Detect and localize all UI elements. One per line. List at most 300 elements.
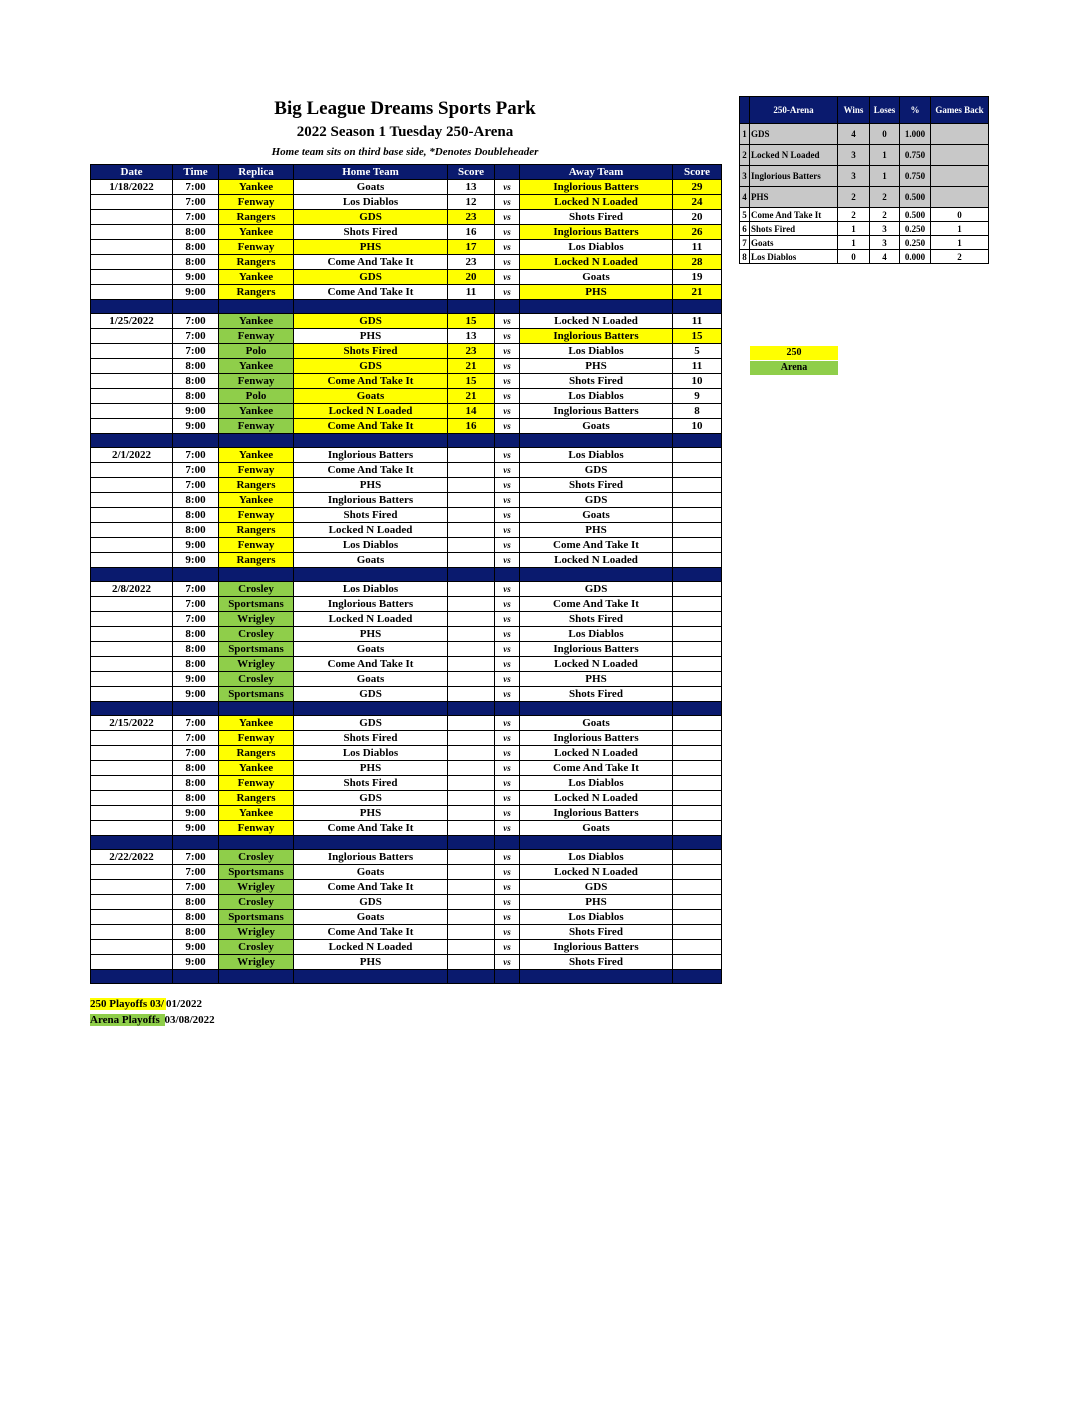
away-team: PHS <box>520 285 673 300</box>
away-score <box>673 687 722 702</box>
vs-label: vs <box>495 806 520 821</box>
game-field: Rangers <box>219 523 294 538</box>
game-date <box>91 508 173 523</box>
game-date: 2/8/2022 <box>91 582 173 597</box>
game-time: 7:00 <box>173 195 219 210</box>
game-time: 8:00 <box>173 642 219 657</box>
home-score <box>448 821 495 836</box>
home-team: GDS <box>294 895 448 910</box>
away-score <box>673 508 722 523</box>
home-score <box>448 746 495 761</box>
game-row <box>91 955 722 970</box>
col-header-away-score: Score <box>673 165 722 180</box>
standings-header-loses: Loses <box>870 97 900 124</box>
away-team: Los Diablos <box>520 910 673 925</box>
away-team: Shots Fired <box>520 612 673 627</box>
game-time: 7:00 <box>173 880 219 895</box>
playoffs-250-date: 01/2022 <box>165 998 203 1010</box>
away-team: Los Diablos <box>520 240 673 255</box>
away-team: Locked N Loaded <box>520 553 673 568</box>
separator-cell <box>294 434 448 448</box>
game-row <box>91 582 722 597</box>
standings-rank: 1 <box>740 124 750 145</box>
home-team: PHS <box>294 478 448 493</box>
standings-team: Shots Fired <box>750 222 838 236</box>
game-row <box>91 821 722 836</box>
separator-cell <box>673 434 722 448</box>
away-score: 11 <box>673 240 722 255</box>
vs-label: vs <box>495 329 520 344</box>
game-row <box>91 850 722 865</box>
home-score <box>448 597 495 612</box>
home-score <box>448 940 495 955</box>
away-score: 10 <box>673 374 722 389</box>
home-team: Come And Take It <box>294 255 448 270</box>
away-score <box>673 880 722 895</box>
week-separator <box>91 568 722 582</box>
away-team: Come And Take It <box>520 761 673 776</box>
home-score: 13 <box>448 329 495 344</box>
home-score <box>448 657 495 672</box>
game-field: Yankee <box>219 404 294 419</box>
home-score <box>448 791 495 806</box>
separator-cell <box>495 970 520 984</box>
game-field: Fenway <box>219 195 294 210</box>
game-row <box>91 731 722 746</box>
game-date <box>91 359 173 374</box>
standings-header-wins: Wins <box>838 97 870 124</box>
game-date <box>91 255 173 270</box>
vs-label: vs <box>495 687 520 702</box>
vs-label: vs <box>495 925 520 940</box>
col-header-away-team: Away Team <box>520 165 673 180</box>
separator-cell <box>448 702 495 716</box>
vs-label: vs <box>495 374 520 389</box>
game-time: 9:00 <box>173 940 219 955</box>
away-team: Goats <box>520 821 673 836</box>
game-time: 8:00 <box>173 776 219 791</box>
home-team: GDS <box>294 791 448 806</box>
game-row <box>91 478 722 493</box>
away-score <box>673 731 722 746</box>
game-date: 2/15/2022 <box>91 716 173 731</box>
standings-team: Goats <box>750 236 838 250</box>
standings-pct: 0.500 <box>900 208 931 222</box>
game-time: 7:00 <box>173 850 219 865</box>
away-team: PHS <box>520 672 673 687</box>
separator-cell <box>294 702 448 716</box>
game-time: 9:00 <box>173 955 219 970</box>
standings-team: GDS <box>750 124 838 145</box>
game-row <box>91 642 722 657</box>
standings-pct: 1.000 <box>900 124 931 145</box>
game-row <box>91 612 722 627</box>
home-team: Come And Take It <box>294 374 448 389</box>
away-score <box>673 523 722 538</box>
game-field: Sportsmans <box>219 687 294 702</box>
home-score <box>448 895 495 910</box>
vs-label: vs <box>495 627 520 642</box>
standings-wins: 1 <box>838 236 870 250</box>
game-date <box>91 553 173 568</box>
game-date <box>91 761 173 776</box>
vs-label: vs <box>495 657 520 672</box>
home-team: Goats <box>294 553 448 568</box>
game-date <box>91 806 173 821</box>
vs-label: vs <box>495 344 520 359</box>
game-time: 9:00 <box>173 404 219 419</box>
vs-label: vs <box>495 493 520 508</box>
standings-pct: 0.000 <box>900 250 931 264</box>
playoffs-arena <box>90 1013 215 1027</box>
game-time: 7:00 <box>173 731 219 746</box>
standings-games-back <box>931 145 989 166</box>
separator-cell <box>673 836 722 850</box>
separator-cell <box>673 702 722 716</box>
game-field: Yankee <box>219 806 294 821</box>
game-time: 9:00 <box>173 538 219 553</box>
vs-label: vs <box>495 865 520 880</box>
playoffs-arena-date: 03/08/2022 <box>164 1014 215 1026</box>
game-time: 9:00 <box>173 687 219 702</box>
game-field: Yankee <box>219 270 294 285</box>
game-date <box>91 791 173 806</box>
game-row <box>91 716 722 731</box>
home-team: Shots Fired <box>294 508 448 523</box>
game-time: 8:00 <box>173 508 219 523</box>
standings-header-row <box>740 97 989 124</box>
game-row <box>91 925 722 940</box>
vs-label: vs <box>495 582 520 597</box>
standings-loses: 3 <box>870 222 900 236</box>
home-team: PHS <box>294 761 448 776</box>
home-team: Shots Fired <box>294 731 448 746</box>
away-team: Locked N Loaded <box>520 314 673 329</box>
game-time: 8:00 <box>173 359 219 374</box>
home-team: GDS <box>294 716 448 731</box>
home-score: 16 <box>448 225 495 240</box>
away-team: Los Diablos <box>520 389 673 404</box>
home-team: Goats <box>294 642 448 657</box>
game-time: 8:00 <box>173 791 219 806</box>
standings-pct: 0.750 <box>900 145 931 166</box>
away-score <box>673 910 722 925</box>
vs-label: vs <box>495 240 520 255</box>
away-team: Inglorious Batters <box>520 731 673 746</box>
vs-label: vs <box>495 195 520 210</box>
separator-cell <box>91 836 173 850</box>
game-field: Fenway <box>219 731 294 746</box>
standings-games-back <box>931 187 989 208</box>
game-row <box>91 255 722 270</box>
standings-pct: 0.500 <box>900 187 931 208</box>
away-team: Inglorious Batters <box>520 329 673 344</box>
separator-cell <box>173 970 219 984</box>
game-field: Fenway <box>219 419 294 434</box>
away-score: 10 <box>673 419 722 434</box>
home-score <box>448 865 495 880</box>
standings-row <box>740 166 989 187</box>
away-team: Inglorious Batters <box>520 404 673 419</box>
game-time: 9:00 <box>173 672 219 687</box>
separator-cell <box>495 836 520 850</box>
home-team: Come And Take It <box>294 463 448 478</box>
away-score <box>673 761 722 776</box>
game-row <box>91 344 722 359</box>
standings-pct: 0.750 <box>900 166 931 187</box>
vs-label: vs <box>495 523 520 538</box>
away-team: Shots Fired <box>520 925 673 940</box>
game-date <box>91 344 173 359</box>
separator-cell <box>91 702 173 716</box>
page-note: Home team sits on third base side, *Denotes Doubleheader <box>271 146 539 158</box>
away-score <box>673 612 722 627</box>
home-score <box>448 776 495 791</box>
vs-label: vs <box>495 597 520 612</box>
separator-cell <box>448 300 495 314</box>
game-field: Fenway <box>219 508 294 523</box>
game-field: Rangers <box>219 791 294 806</box>
separator-cell <box>173 434 219 448</box>
away-team: Locked N Loaded <box>520 195 673 210</box>
game-row <box>91 240 722 255</box>
home-score <box>448 687 495 702</box>
standings-loses: 2 <box>870 187 900 208</box>
away-team: Shots Fired <box>520 374 673 389</box>
game-date <box>91 880 173 895</box>
schedule-header-row <box>91 165 722 180</box>
game-row <box>91 285 722 300</box>
away-score <box>673 821 722 836</box>
game-date <box>91 612 173 627</box>
game-time: 7:00 <box>173 344 219 359</box>
game-field: Rangers <box>219 478 294 493</box>
game-time: 8:00 <box>173 374 219 389</box>
separator-cell <box>294 300 448 314</box>
vs-label: vs <box>495 448 520 463</box>
game-field: Rangers <box>219 255 294 270</box>
col-header-time: Time <box>173 165 219 180</box>
away-team: Los Diablos <box>520 627 673 642</box>
game-row <box>91 806 722 821</box>
away-team: PHS <box>520 359 673 374</box>
game-row <box>91 940 722 955</box>
game-field: Wrigley <box>219 955 294 970</box>
standings-pct: 0.250 <box>900 236 931 250</box>
game-time: 9:00 <box>173 270 219 285</box>
game-field: Wrigley <box>219 880 294 895</box>
separator-cell <box>294 836 448 850</box>
game-row <box>91 538 722 553</box>
away-score <box>673 642 722 657</box>
game-field: Sportsmans <box>219 865 294 880</box>
week-separator <box>91 300 722 314</box>
game-field: Crosley <box>219 627 294 642</box>
game-time: 9:00 <box>173 419 219 434</box>
separator-cell <box>520 836 673 850</box>
separator-cell <box>173 568 219 582</box>
vs-label: vs <box>495 478 520 493</box>
game-field: Crosley <box>219 850 294 865</box>
away-team: Come And Take It <box>520 597 673 612</box>
home-score: 13 <box>448 180 495 195</box>
away-team: Los Diablos <box>520 776 673 791</box>
standings-rank: 5 <box>740 208 750 222</box>
game-field: Wrigley <box>219 657 294 672</box>
home-team: Locked N Loaded <box>294 404 448 419</box>
standings-row <box>740 145 989 166</box>
game-time: 7:00 <box>173 210 219 225</box>
game-row <box>91 180 722 195</box>
away-score <box>673 925 722 940</box>
home-score <box>448 716 495 731</box>
vs-label: vs <box>495 910 520 925</box>
game-time: 8:00 <box>173 493 219 508</box>
playoffs-arena-label: Arena Playoffs <box>90 1014 163 1026</box>
home-score: 12 <box>448 195 495 210</box>
home-team: GDS <box>294 359 448 374</box>
standings-rank: 6 <box>740 222 750 236</box>
standings-games-back: 1 <box>931 236 989 250</box>
home-team: Inglorious Batters <box>294 448 448 463</box>
game-time: 8:00 <box>173 389 219 404</box>
separator-cell <box>448 434 495 448</box>
vs-label: vs <box>495 716 520 731</box>
game-field: Polo <box>219 389 294 404</box>
away-score: 11 <box>673 314 722 329</box>
game-date <box>91 285 173 300</box>
home-team: Los Diablos <box>294 746 448 761</box>
game-date <box>91 597 173 612</box>
away-team: GDS <box>520 493 673 508</box>
home-team: Goats <box>294 672 448 687</box>
away-score <box>673 538 722 553</box>
game-time: 7:00 <box>173 314 219 329</box>
away-team: Los Diablos <box>520 344 673 359</box>
home-team: Los Diablos <box>294 582 448 597</box>
game-time: 8:00 <box>173 240 219 255</box>
home-score <box>448 880 495 895</box>
away-score <box>673 865 722 880</box>
game-field: Yankee <box>219 716 294 731</box>
separator-cell <box>219 702 294 716</box>
game-row <box>91 374 722 389</box>
separator-cell <box>495 702 520 716</box>
col-header-replica: Replica <box>219 165 294 180</box>
game-date <box>91 895 173 910</box>
game-field: Yankee <box>219 359 294 374</box>
game-date <box>91 642 173 657</box>
away-score <box>673 553 722 568</box>
col-header-home-team: Home Team <box>294 165 448 180</box>
standings-table <box>739 96 989 264</box>
home-score: 11 <box>448 285 495 300</box>
home-score: 20 <box>448 270 495 285</box>
standings-loses: 3 <box>870 236 900 250</box>
game-date: 1/18/2022 <box>91 180 173 195</box>
week-separator <box>91 702 722 716</box>
vs-label: vs <box>495 776 520 791</box>
away-score <box>673 850 722 865</box>
page-subtitle: 2022 Season 1 Tuesday 250-Arena <box>296 124 514 140</box>
away-team: Inglorious Batters <box>520 642 673 657</box>
separator-cell <box>219 300 294 314</box>
game-date <box>91 538 173 553</box>
away-score <box>673 463 722 478</box>
week-separator <box>91 836 722 850</box>
separator-cell <box>219 568 294 582</box>
standings-row <box>740 124 989 145</box>
home-team: GDS <box>294 210 448 225</box>
game-time: 9:00 <box>173 806 219 821</box>
game-date <box>91 240 173 255</box>
standings-wins: 2 <box>838 208 870 222</box>
standings-row <box>740 250 989 264</box>
separator-cell <box>495 300 520 314</box>
vs-label: vs <box>495 955 520 970</box>
game-row <box>91 329 722 344</box>
standings-games-back: 1 <box>931 222 989 236</box>
home-score <box>448 955 495 970</box>
home-score <box>448 761 495 776</box>
separator-cell <box>91 434 173 448</box>
away-team: PHS <box>520 523 673 538</box>
standings-games-back: 0 <box>931 208 989 222</box>
game-date <box>91 821 173 836</box>
separator-cell <box>520 300 673 314</box>
away-score <box>673 791 722 806</box>
away-team: Locked N Loaded <box>520 791 673 806</box>
home-team: Locked N Loaded <box>294 940 448 955</box>
game-time: 7:00 <box>173 865 219 880</box>
home-score <box>448 463 495 478</box>
home-score: 17 <box>448 240 495 255</box>
home-team: Inglorious Batters <box>294 597 448 612</box>
away-score: 21 <box>673 285 722 300</box>
game-date <box>91 195 173 210</box>
away-team: Goats <box>520 419 673 434</box>
vs-label: vs <box>495 210 520 225</box>
standings-loses: 0 <box>870 124 900 145</box>
away-team: Locked N Loaded <box>520 746 673 761</box>
separator-cell <box>173 702 219 716</box>
home-score: 23 <box>448 210 495 225</box>
game-time: 7:00 <box>173 746 219 761</box>
game-time: 8:00 <box>173 225 219 240</box>
game-time: 9:00 <box>173 821 219 836</box>
away-score: 24 <box>673 195 722 210</box>
col-header-home-score: Score <box>448 165 495 180</box>
vs-label: vs <box>495 463 520 478</box>
away-score: 29 <box>673 180 722 195</box>
separator-cell <box>173 836 219 850</box>
game-field: Crosley <box>219 940 294 955</box>
game-time: 9:00 <box>173 285 219 300</box>
home-team: GDS <box>294 270 448 285</box>
vs-label: vs <box>495 553 520 568</box>
away-score: 15 <box>673 329 722 344</box>
home-team: Shots Fired <box>294 225 448 240</box>
vs-label: vs <box>495 389 520 404</box>
home-team: Come And Take It <box>294 925 448 940</box>
home-team: Come And Take It <box>294 880 448 895</box>
home-team: Come And Take It <box>294 419 448 434</box>
game-field: Yankee <box>219 314 294 329</box>
away-score <box>673 493 722 508</box>
game-field: Rangers <box>219 210 294 225</box>
standings-header-games-back: Games Back <box>931 97 989 124</box>
home-score <box>448 493 495 508</box>
